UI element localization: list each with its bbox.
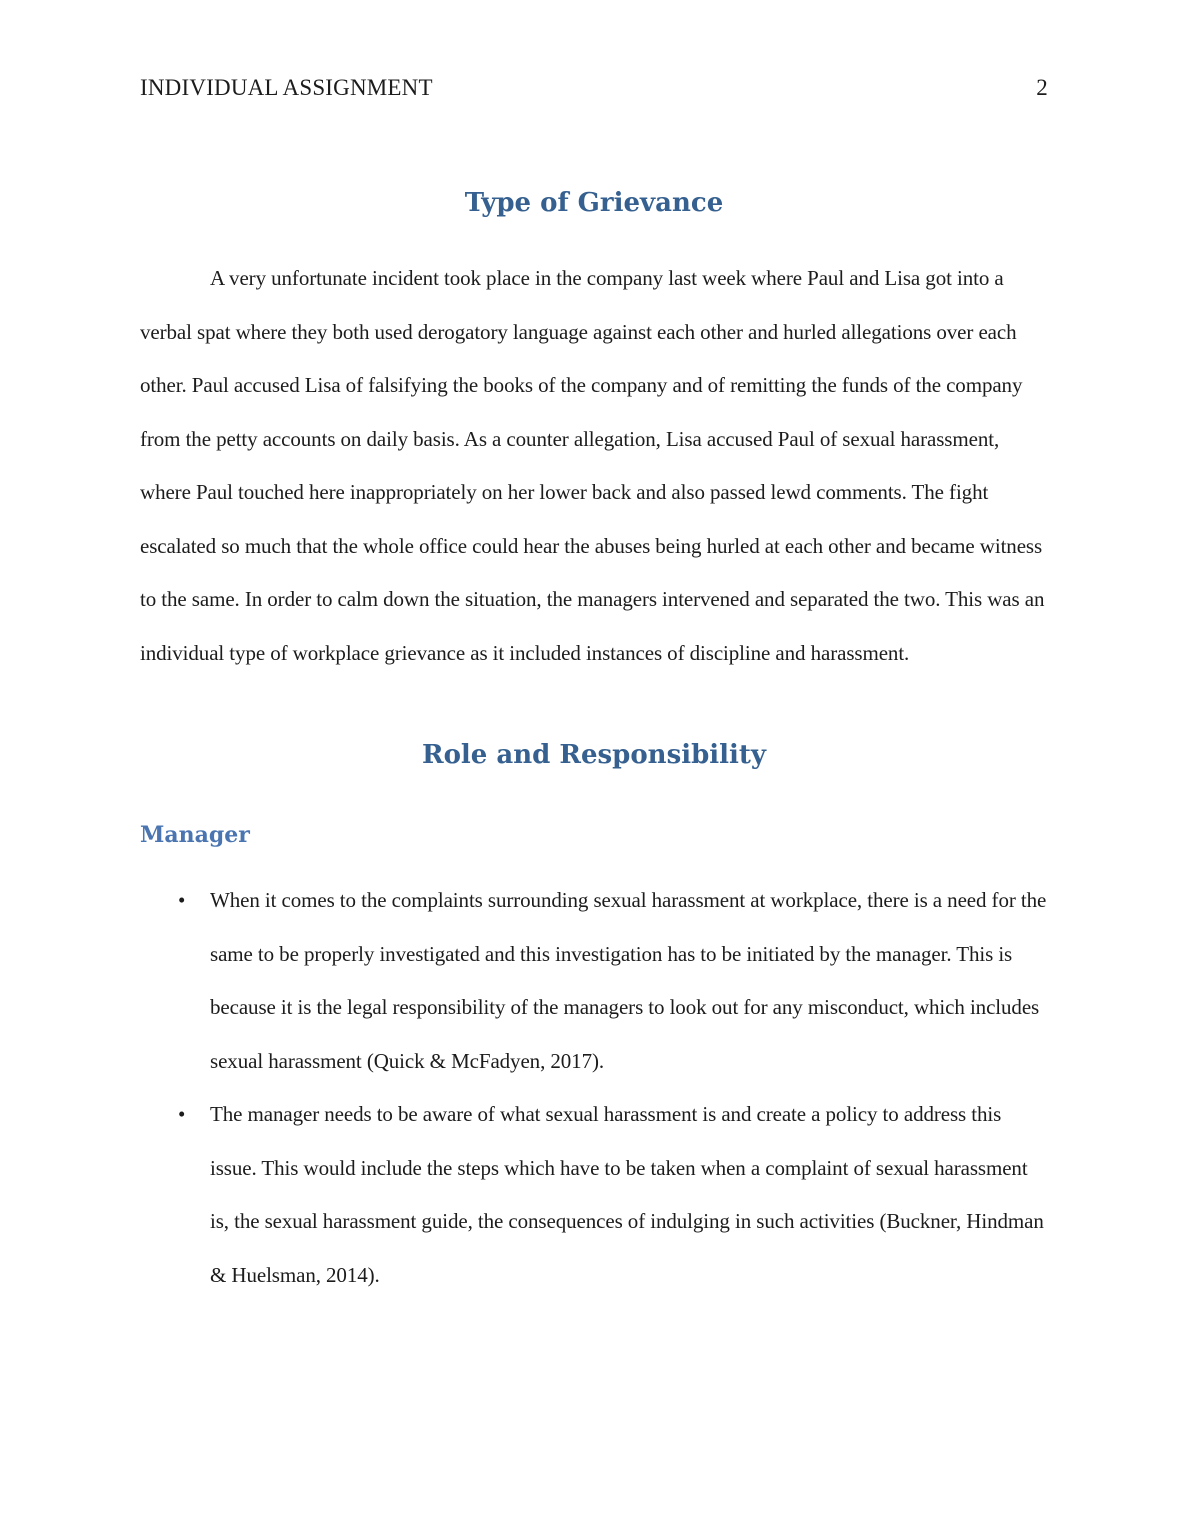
section-title-type-of-grievance: Type of Grievance bbox=[464, 188, 724, 218]
list-item bbox=[140, 1088, 1048, 1302]
grievance-paragraph: A very unfortunate incident took place in the company last week where Paul and Lisa got into a verbal spat where they both used derogatory language against each other and hurled allegations over each other. Paul accused Lisa of falsifying the books of the company and of remitting the funds of the company from the petty accounts on daily basis. As a counter allegation, Lisa accused Paul of sexual harassment, where Paul touched here inappropriately on her lower back and also passed lewd comments. The fight escalated so much that the whole office could hear the abuses being hurled at each other and became witness to the same. In order to calm down the situation, the managers intervened and separated the two. This was an individual type of workplace grievance as it included instances of discipline and harassment. bbox=[140, 266, 1045, 665]
bullet-text: When it comes to the complaints surrounding sexual harassment at workplace, there is a need for the same to be properly investigated and this investigation has to be initiated by the manager. This is because it is the legal responsibility of the managers to look out for any misconduct, which includes sexual harassment (Quick & McFadyen, 2017). bbox=[210, 888, 1047, 1073]
list-item bbox=[140, 874, 1048, 1088]
page-number: 2 bbox=[1036, 75, 1048, 100]
running-header bbox=[140, 74, 1048, 102]
bullet-icon: • bbox=[178, 1102, 186, 1126]
running-head-text: INDIVIDUAL ASSIGNMENT bbox=[140, 75, 433, 100]
bullet-icon: • bbox=[178, 888, 186, 912]
manager-bullet-list bbox=[140, 874, 1048, 1302]
subheading-manager: Manager bbox=[140, 822, 250, 848]
section-title-role-and-responsibility: Role and Responsibility bbox=[421, 740, 767, 770]
bullet-text: The manager needs to be aware of what sexual harassment is and create a policy to address this issue. This would include the steps which have to be taken when a complaint of sexual harassment is, the sexual harassment guide, the consequences of indulging in such activities (Buckner, Hindman & Huelsman, 2014). bbox=[210, 1102, 1044, 1287]
